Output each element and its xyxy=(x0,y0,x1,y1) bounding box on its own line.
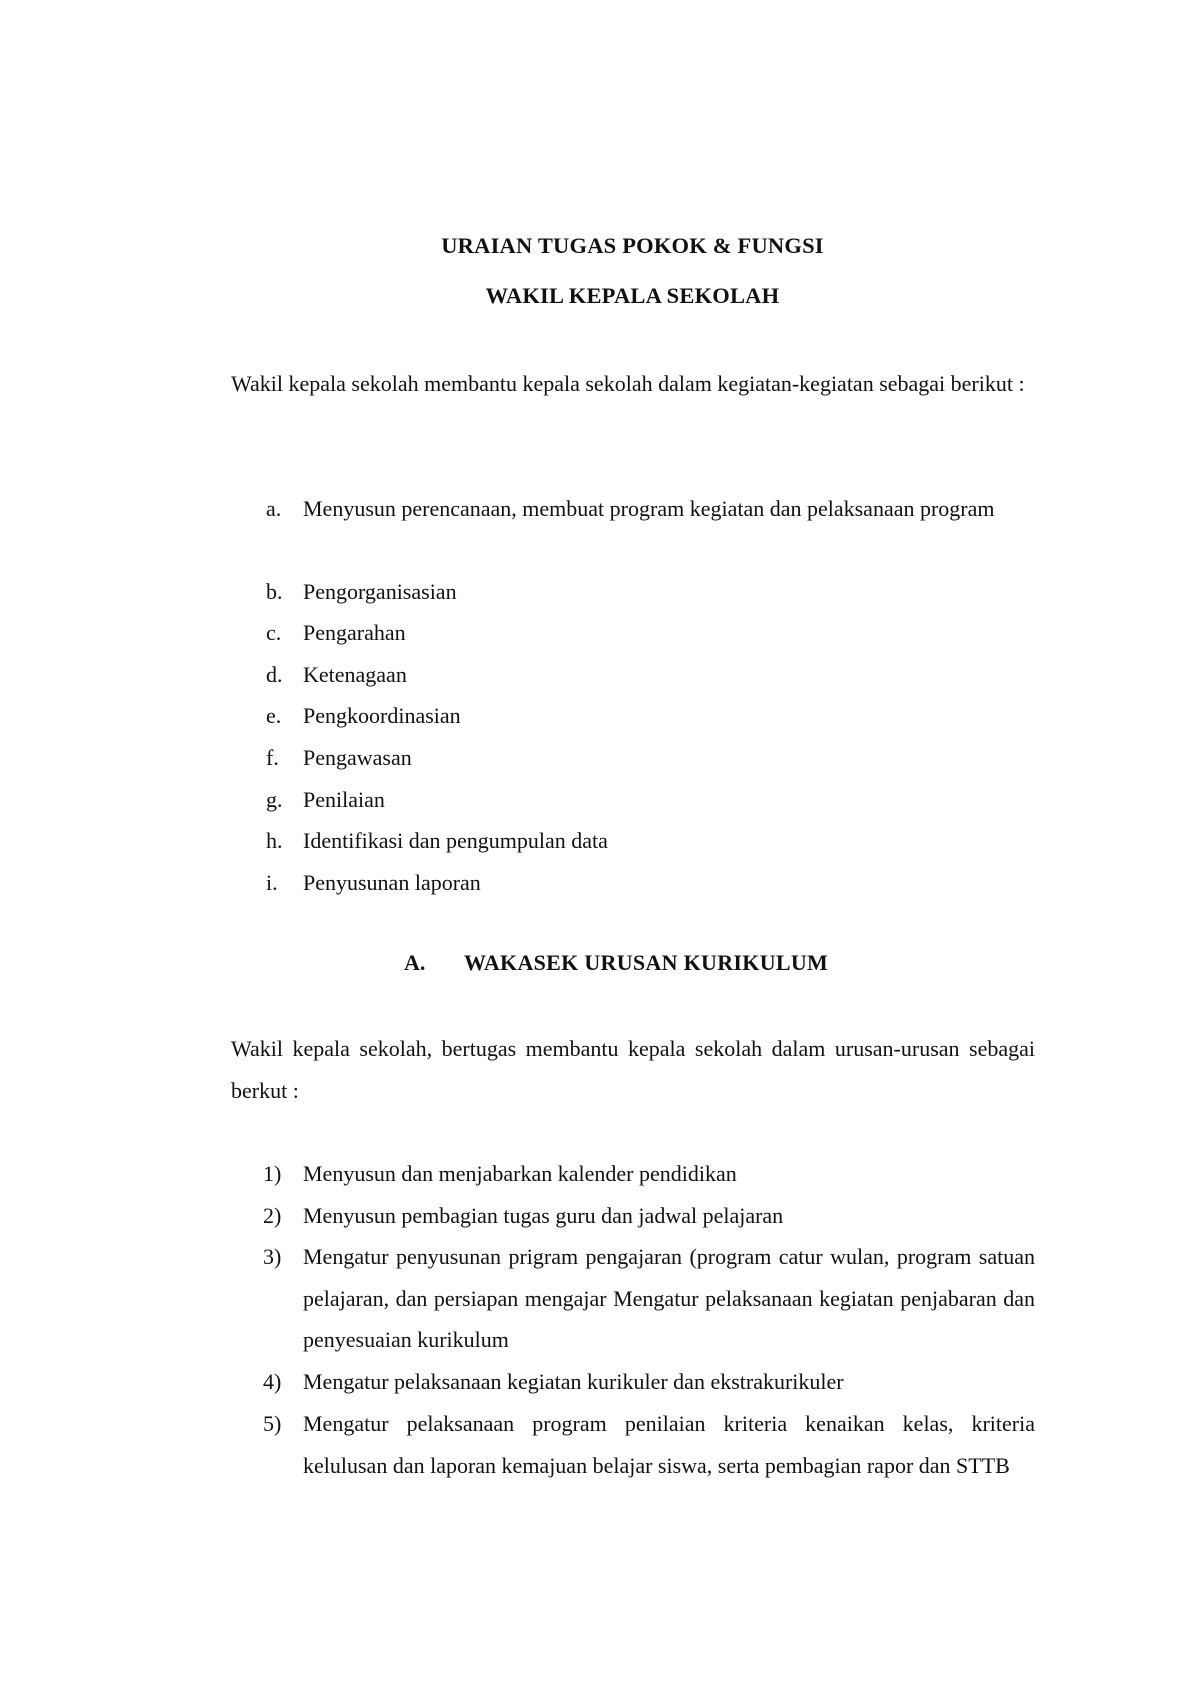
list-item xyxy=(231,695,1035,737)
list-item xyxy=(231,1403,1035,1486)
list-text: Mengatur pelaksanaan kegiatan kurikuler dan ekstrakurikuler xyxy=(303,1369,844,1394)
list-marker: 3) xyxy=(263,1244,282,1269)
section-title: WAKASEK URUSAN KURIKULUM xyxy=(464,950,829,975)
list-marker: i. xyxy=(266,870,278,895)
section-number: A. xyxy=(404,950,426,975)
document-subtitle: WAKIL KEPALA SEKOLAH xyxy=(485,283,780,308)
list-marker: e. xyxy=(266,703,282,728)
list-text: Penyusunan laporan xyxy=(303,870,481,895)
list-item xyxy=(231,779,1035,821)
list-item xyxy=(231,1236,1035,1361)
list-text: Pengorganisasian xyxy=(303,579,457,604)
list-text: Pengkoordinasian xyxy=(303,703,461,728)
list-marker: d. xyxy=(266,662,283,687)
list-item xyxy=(231,488,1035,530)
list-text: Menyusun perencanaan, membuat program kegiatan dan pelaksanaan program xyxy=(303,496,995,521)
list-marker: g. xyxy=(266,787,283,812)
list-text: Pengarahan xyxy=(303,620,406,645)
list-text: Mengatur pelaksanaan program penilaian kriteria kenaikan kelas, kriteria kelulusan dan laporan kemajuan belajar siswa, serta pembagian rapor dan STTB xyxy=(303,1411,1035,1478)
list-item xyxy=(231,654,1035,696)
list-item xyxy=(231,571,1035,613)
list-item xyxy=(231,1195,1035,1237)
list-marker: b. xyxy=(266,579,283,604)
list-marker: 5) xyxy=(263,1411,282,1436)
list-text: Penilaian xyxy=(303,787,385,812)
list-marker: 1) xyxy=(263,1161,282,1186)
list-text: Menyusun dan menjabarkan kalender pendidikan xyxy=(303,1161,737,1186)
list-text: Menyusun pembagian tugas guru dan jadwal pelajaran xyxy=(303,1203,784,1228)
list-text: Ketenagaan xyxy=(303,662,407,687)
list-item xyxy=(231,1153,1035,1195)
list-marker: 4) xyxy=(263,1369,282,1394)
list-item xyxy=(231,820,1035,862)
list-marker: 2) xyxy=(263,1203,282,1228)
section-paragraph: Wakil kepala sekolah, bertugas membantu kepala sekolah dalam urusan-urusan sebagai berkut : xyxy=(231,1036,1035,1103)
intro-paragraph: Wakil kepala sekolah membantu kepala sekolah dalam kegiatan-kegiatan sebagai berikut : xyxy=(231,371,1025,396)
list-item xyxy=(231,737,1035,779)
list-item xyxy=(231,612,1035,654)
list-item xyxy=(231,862,1035,904)
list-text: Mengatur penyusunan prigram pengajaran (program catur wulan, program satuan pelajaran, dan persiapan mengajar Mengatur pelaksanaan kegiatan penjabaran dan penyesuaian kurikulum xyxy=(303,1244,1035,1352)
document-title: URAIAN TUGAS POKOK & FUNGSI xyxy=(441,233,824,258)
list-item xyxy=(231,1361,1035,1403)
list-text: Identifikasi dan pengumpulan data xyxy=(303,828,608,853)
list-marker: a. xyxy=(266,496,282,521)
list-text: Pengawasan xyxy=(303,745,412,770)
list-marker: h. xyxy=(266,828,283,853)
list-marker: f. xyxy=(266,745,279,770)
list-marker: c. xyxy=(266,620,282,645)
